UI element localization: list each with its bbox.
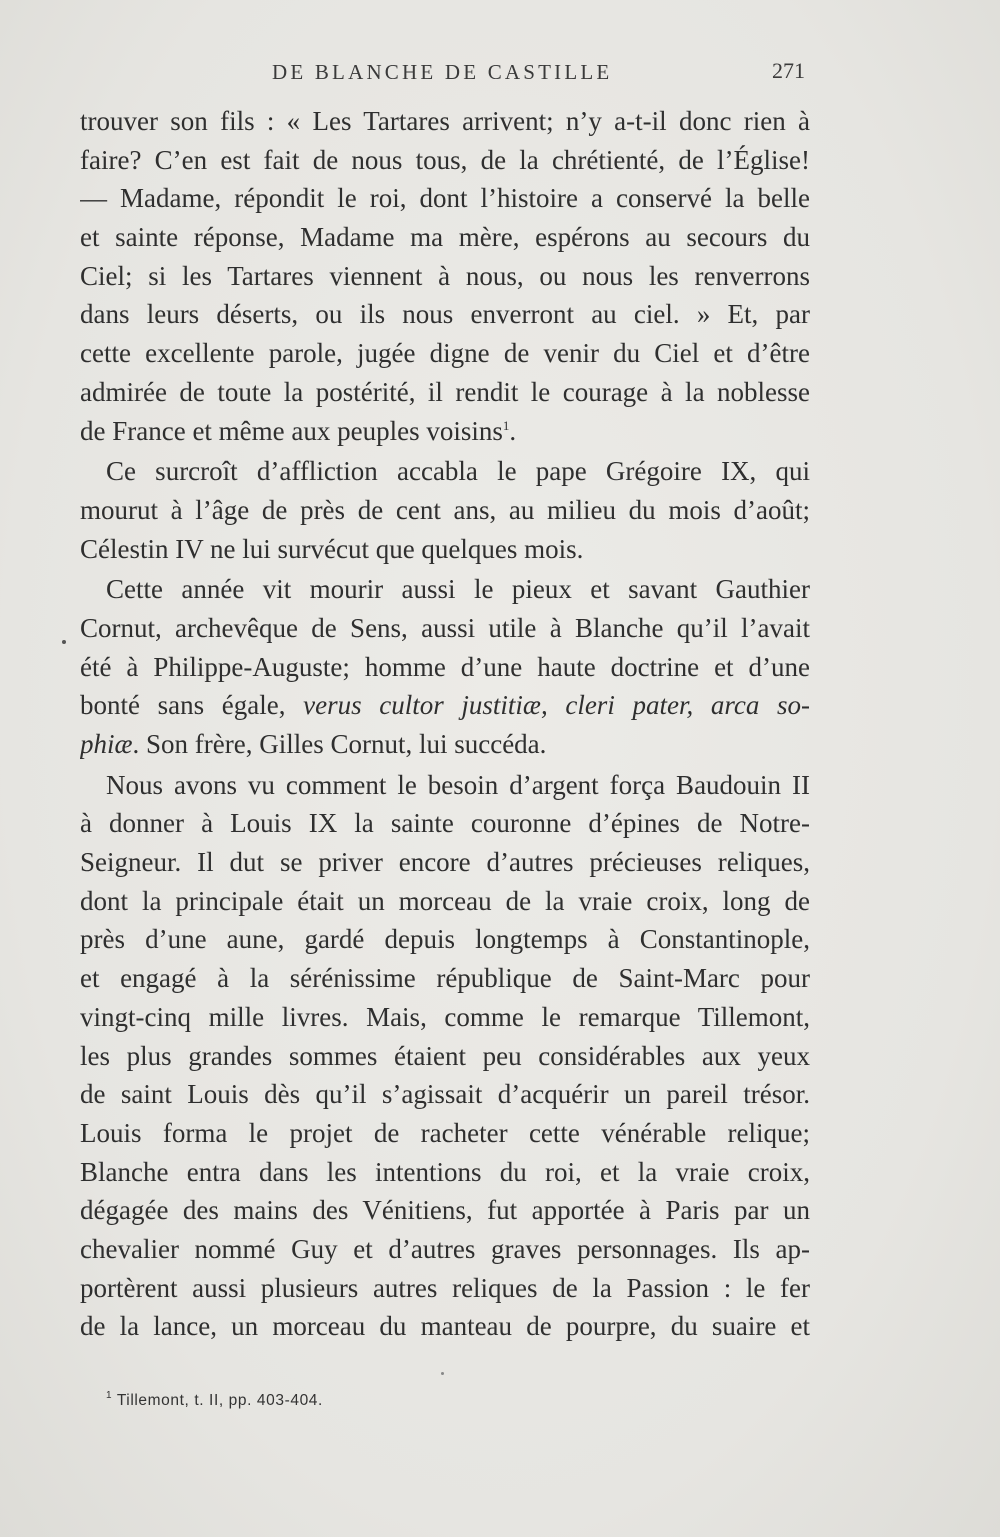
text-line: mourut à l’âge de près de cent ans, au milieu du mois d’août; — [80, 494, 810, 525]
latin-quote: verus cultor justitiæ, cleri pater, arca so- — [303, 690, 810, 721]
footnote-reference: 1 — [502, 417, 510, 433]
text-line — [80, 686, 810, 725]
text-line: faire? C’en est fait de nous tous, de la chrétienté, de l’Église! — [80, 144, 810, 175]
text-line: été à Philippe-Auguste; homme d’une haute doctrine et d’une — [80, 651, 810, 682]
running-head — [0, 58, 1000, 92]
text-line: et engagé à la sérénissime république de Saint-Marc pour — [80, 963, 810, 994]
text-line: dont la principale était un morceau de la vraie croix, long de — [80, 885, 810, 916]
text-line: à donner à Louis IX la sainte couronne d’épines de Notre- — [80, 808, 810, 839]
text-line — [80, 412, 810, 451]
text-line: Ciel; si les Tartares viennent à nous, ou nous les renverrons — [80, 260, 810, 291]
text-line: Célestin IV ne lui survécut que quelques mois. — [80, 533, 584, 564]
text-line: Seigneur. Il dut se priver encore d’autres précieuses reliques, — [80, 847, 810, 878]
text-line: trouver son fils : « Les Tartares arrivent; n’y a-t-il donc rien à — [80, 106, 810, 136]
latin-quote: phiæ — [80, 729, 133, 759]
text-fragment: bonté sans égale, — [80, 690, 304, 721]
text-line: admirée de toute la postérité, il rendit le courage à la noblesse — [80, 376, 810, 407]
text-line: vingt-cinq mille livres. Mais, comme le remarque Tillemont, — [80, 1001, 810, 1032]
text-line: Blanche entra dans les intentions du roi, et la vraie croix, — [80, 1156, 810, 1187]
text-line: cette excellente parole, jugée digne de venir du Ciel et d’être — [80, 338, 810, 369]
text-line: les plus grandes sommes étaient peu considérables aux yeux — [80, 1040, 810, 1071]
body-text — [80, 102, 810, 1346]
footnote — [106, 1392, 323, 1410]
text-fragment: . Son frère, Gilles Cornut, lui succéda. — [132, 729, 547, 759]
footnote-text: Tillemont, t. II, pp. 403-404. — [116, 1392, 323, 1409]
text-line: et sainte réponse, Madame ma mère, espérons au secours du — [80, 222, 810, 253]
text-line: portèrent aussi plusieurs autres reliques de la Passion : le fer — [80, 1272, 810, 1303]
text-line: de la lance, un morceau du manteau de pourpre, du suaire et — [80, 1311, 810, 1342]
text-line: de saint Louis dès qu’il s’agissait d’acquérir un pareil trésor. — [80, 1079, 810, 1110]
text-line: — Madame, répondit le roi, dont l’histoire a conservé la belle — [80, 183, 810, 214]
text-line — [80, 725, 810, 764]
text-line: dégagée des mains des Vénitiens, fut apportée à Paris par un — [80, 1195, 810, 1226]
footnote-marker: 1 — [106, 1390, 113, 1401]
ink-speck — [441, 1372, 444, 1375]
running-title: DE BLANCHE DE CASTILLE — [272, 60, 613, 84]
text-fragment: . — [509, 415, 517, 446]
text-line: Cette année vit mourir aussi le pieux et savant Gauthier — [106, 574, 810, 605]
ink-speck — [62, 640, 66, 644]
text-line: Cornut, archevêque de Sens, aussi utile à Blanche qu’il l’avait — [80, 612, 810, 643]
text-line: chevalier nommé Guy et d’autres graves personnages. Ils ap- — [80, 1233, 810, 1264]
text-line: dans leurs déserts, ou ils nous enverront au ciel. » Et, par — [80, 299, 810, 330]
text-line: Louis forma le projet de racheter cette vénérable relique; — [80, 1117, 810, 1148]
text-line: Ce surcroît d’affliction accabla le pape Grégoire IX, qui — [106, 456, 810, 487]
text-line: Nous avons vu comment le besoin d’argent força Baudouin II — [106, 769, 810, 800]
text-fragment: de France et même aux peuples voisins — [80, 415, 503, 446]
page-number: 271 — [772, 58, 805, 83]
text-line: près d’une aune, gardé depuis longtemps à Constantinople, — [80, 924, 810, 955]
